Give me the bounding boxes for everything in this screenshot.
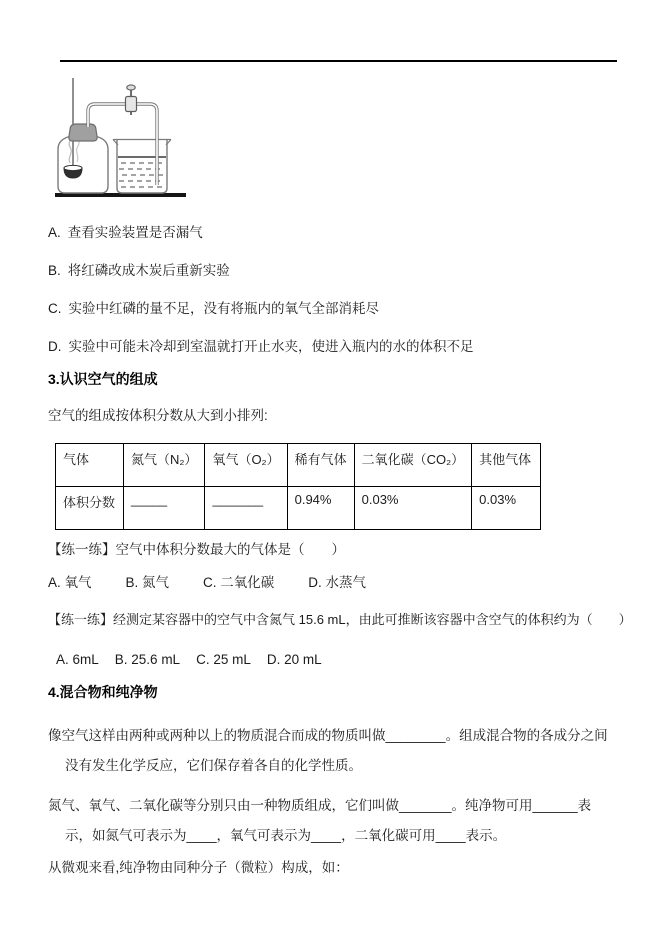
table-value-row <box>56 487 541 530</box>
cell-nitrogen-blank: _____ <box>124 487 205 530</box>
choice-text: 实验中可能未冷却到室温就打开止水夹，使进入瓶内的水的体积不足 <box>68 339 474 354</box>
header-cell-noble-gases: 稀有气体 <box>287 444 354 487</box>
practice-1-options <box>48 574 617 591</box>
option-b: B. 氮气 <box>125 575 170 590</box>
practice-question-1 <box>48 541 617 558</box>
practice-question-text: 经测定某容器中的空气中含氮气 15.6 mL，由此可推断该容器中含空气的体积约为（ ） <box>113 612 632 627</box>
option-b: B. 25.6 mL <box>114 652 181 667</box>
cell-oxygen-blank: _______ <box>205 487 287 530</box>
option-a: A. 氧气 <box>48 575 92 590</box>
choice-line-b <box>48 262 617 279</box>
choice-letter: A. <box>48 225 61 240</box>
header-cell-gas: 气体 <box>56 444 124 487</box>
cell-noble-gases-value: 0.94% <box>287 487 354 530</box>
choice-text: 将红磷改成木炭后重新实验 <box>67 263 230 278</box>
choice-text: 实验中红磷的量不足，没有将瓶内的氧气全部消耗尽 <box>68 301 379 316</box>
section-divider <box>60 60 617 62</box>
air-composition-lead: 空气的组成按体积分数从大到小排列: <box>48 408 268 423</box>
rubber-stopper <box>69 124 97 141</box>
beaker <box>117 140 167 193</box>
header-cell-nitrogen: 氮气（N₂） <box>124 444 205 487</box>
choice-letter: D. <box>48 339 62 354</box>
choice-letter: B. <box>48 263 61 278</box>
practice-tag: 【练一练】 <box>48 542 116 557</box>
mixture-definition-paragraph: 像空气这样由两种或两种以上的物质混合而成的物质叫做________。组成混合物的各成分之间没有发生化学反应，它们保存着各自的化学性质。 <box>48 728 608 773</box>
practice-2-options <box>48 651 617 668</box>
section-4-heading: 4.混合物和纯净物 <box>48 684 158 700</box>
option-a: A. 6mL <box>56 652 99 667</box>
choice-line-d <box>48 338 617 355</box>
option-c: C. 25 mL <box>196 652 251 667</box>
header-cell-oxygen: 氧气（O₂） <box>205 444 287 487</box>
table-header-row <box>56 444 541 487</box>
practice-question-text: 空气中体积分数最大的气体是（ ） <box>115 542 345 557</box>
cell-other-value: 0.03% <box>472 487 541 530</box>
practice-tag: 【练一练】 <box>48 612 114 627</box>
pure-substance-paragraph: 氮气、氧气、二氧化碳等分别只由一种物质组成，它们叫做_______。纯净物可用______表示，如氮气可表示为____，氧气可表示为____，二氧化碳可用____表示。 <box>48 798 592 843</box>
combustion-spoon-opening <box>64 165 82 170</box>
choice-letter: C. <box>48 301 62 316</box>
air-composition-table <box>55 443 541 530</box>
choice-text: 查看实验装置是否漏气 <box>67 225 203 240</box>
option-d: D. 20 mL <box>266 652 322 667</box>
cell-co2-value: 0.03% <box>354 487 472 530</box>
option-d: D. 水蒸气 <box>308 575 367 590</box>
section-3-heading: 3.认识空气的组成 <box>48 371 158 387</box>
header-cell-co2: 二氧化碳（CO₂） <box>354 444 472 487</box>
pinch-clamp-icon <box>126 85 137 115</box>
experiment-figure <box>55 75 617 200</box>
choice-line-c <box>48 300 617 317</box>
option-c: C. 二氧化碳 <box>203 575 275 590</box>
choice-line-a <box>48 224 617 241</box>
header-cell-other: 其他气体 <box>472 444 541 487</box>
oxygen-measurement-apparatus-diagram <box>55 75 195 200</box>
practice-question-2 <box>48 611 632 628</box>
micro-view-paragraph: 从微观来看,纯净物由同种分子（微粒）构成，如： <box>48 860 349 875</box>
cell-volume-fraction-label: 体积分数 <box>56 487 124 530</box>
